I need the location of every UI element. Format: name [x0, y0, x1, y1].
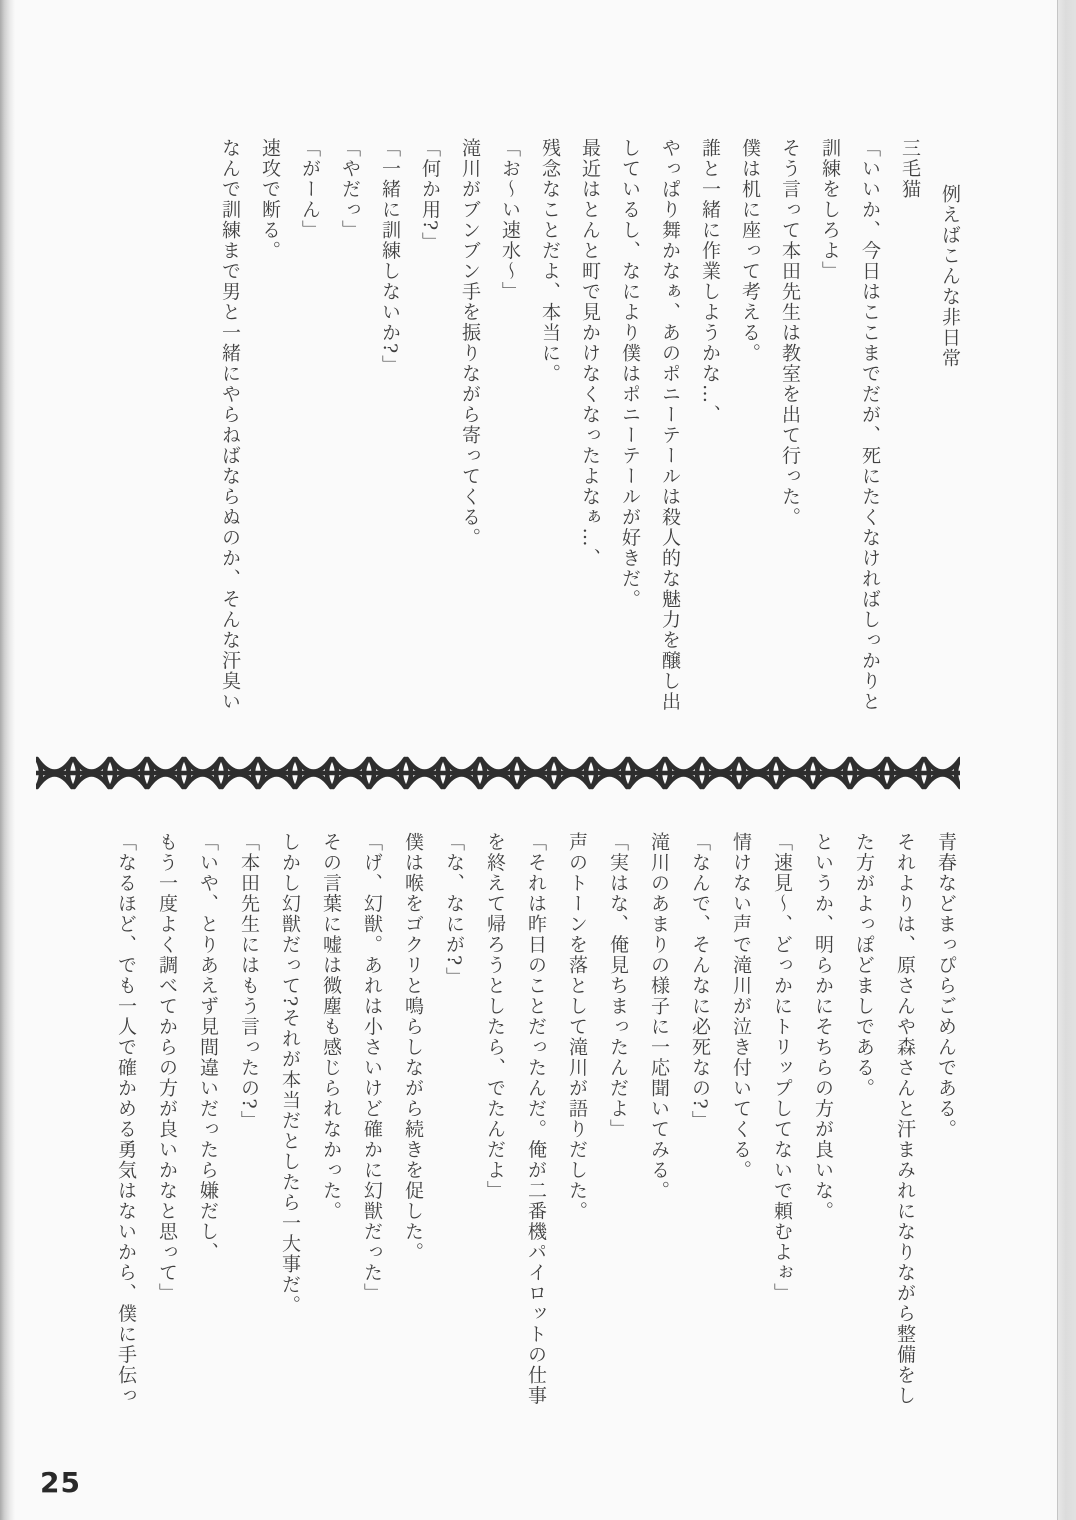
text-column: なんで訓練まで男と一緒にやらねばならぬのか、そんな汗臭い — [219, 138, 241, 712]
text-column: 速攻で断る。 — [259, 138, 281, 261]
page-left-edge-shadow — [0, 0, 15, 1520]
text-column: 「速見〜、どっかにトリップしてないで頼むよぉ」 — [771, 832, 793, 1304]
text-column: 僕は机に座って考える。 — [739, 138, 761, 364]
text-column: 「なるほど、でも一人で確かめる勇気はないから、僕に手伝っ — [115, 832, 137, 1406]
text-column: た方がよっぽどましである。 — [853, 832, 875, 1099]
text-column: 青春などまっぴらごめんである。 — [935, 832, 957, 1140]
text-column: そう言って本田先生は教室を出て行った。 — [779, 138, 801, 528]
text-column: 「本田先生にはもう言ったの?」 — [238, 832, 260, 1131]
text-column: それよりは、原さんや森さんと汗まみれになりながら整備をし — [894, 832, 916, 1406]
text-column: 「な、なにが?」 — [443, 832, 465, 988]
text-column: やっぱり舞かなぁ、あのポニーテールは殺人的な魅力を醸し出 — [659, 138, 681, 712]
text-column: しているし、なにより僕はポニーテールが好きだ。 — [619, 138, 641, 610]
text-column: を終えて帰ろうとしたら、でたんだよ」 — [484, 832, 506, 1201]
text-column: 「なんで、そんなに必死なの?」 — [689, 832, 711, 1131]
text-column: 「がーん」 — [299, 138, 321, 241]
text-column: その言葉に嘘は微塵も感じられなかった。 — [320, 832, 342, 1222]
text-column: 「げ、幻獣。あれは小さいけど確かに幻獣だった」 — [361, 832, 383, 1304]
story-author: 三毛猫 — [899, 138, 921, 200]
text-column: もう一度よく調べてからの方が良いかなと思って」 — [156, 832, 178, 1304]
story-title: 例えばこんな非日常 — [939, 184, 961, 369]
text-column: 「いや、とりあえず見間違いだったら嫌だし、 — [197, 832, 219, 1263]
text-column: 「何か用?」 — [419, 138, 441, 253]
text-column: 残念なことだよ、本当に。 — [539, 138, 561, 384]
top-text-block — [124, 138, 970, 753]
text-column: しかし幻獣だって?それが本当だとしたら一大事だ。 — [279, 832, 301, 1316]
text-column: 滝川がブンブン手を振りながら寄ってくる。 — [459, 138, 481, 548]
text-column: 滝川のあまりの様子に一応聞いてみる。 — [648, 832, 670, 1201]
text-column: 「いいか、今日はここまでだが、死にたくなければしっかりと — [859, 138, 881, 712]
text-column: 情けない声で滝川が泣き付いてくる。 — [730, 832, 752, 1181]
text-column: 「お〜い速水〜」 — [499, 138, 521, 302]
text-column: 訓練をしろよ」 — [819, 138, 841, 282]
page-number: 25 — [40, 1466, 81, 1499]
bottom-text-block — [108, 832, 966, 1482]
text-column: 「それは昨日のことだったんだ。俺が二番機パイロットの仕事 — [525, 832, 547, 1406]
text-column: 「実はな、俺見ちまったんだよ」 — [607, 832, 629, 1140]
page-right-edge-shadow — [1057, 0, 1076, 1520]
text-column: 「一緒に訓練しないか?」 — [379, 138, 401, 376]
text-column: というか、明らかにそちらの方が良いな。 — [812, 832, 834, 1222]
text-column: 最近はとんと町で見かけなくなったよなぁ…、 — [579, 138, 601, 569]
text-column: 「やだっ」 — [339, 138, 361, 241]
text-column: 誰と一緒に作業しようかな…、 — [699, 138, 721, 425]
ornamental-chain-divider-icon — [36, 752, 960, 794]
text-column: 僕は喉をゴクリと鳴らしながら続きを促した。 — [402, 832, 424, 1263]
text-column: 声のトーンを落として滝川が語りだした。 — [566, 832, 588, 1222]
